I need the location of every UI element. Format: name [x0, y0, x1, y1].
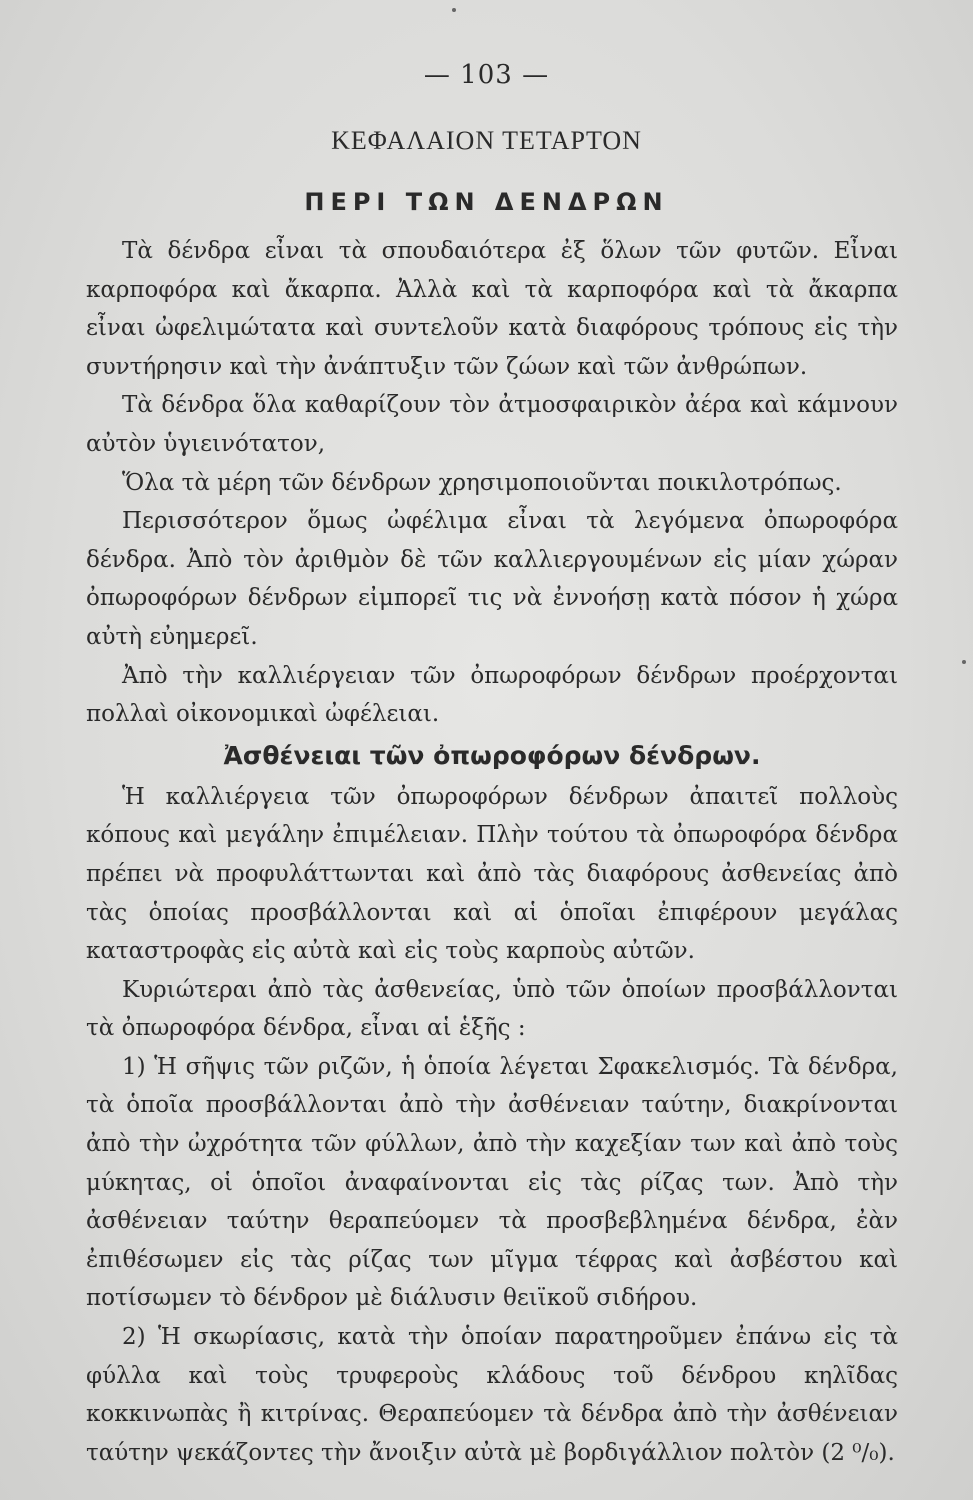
paragraph: Κυριώτεραι ἀπὸ τὰς ἀσθενείας, ὑπὸ τῶν ὁποίων προσβάλλονται τὰ ὀπωροφόρα δένδρα, εἶναι αἱ ἑξῆς :	[86, 976, 898, 1042]
paragraph: Ἀπὸ τὴν καλλιέργειαν τῶν ὀπωροφόρων δένδρων προέρχονται πολλαὶ οἰκονομικαὶ ὠφέλειαι.	[86, 662, 898, 728]
section-title: ΠΕΡΙ ΤΩΝ ΔΕΝΔΡΩΝ	[304, 188, 669, 216]
subsection-heading: Ἀσθένειαι τῶν ὀπωροφόρων δένδρων.	[223, 740, 761, 770]
ink-speck	[452, 8, 456, 12]
paragraph: Τὰ δένδρα ὅλα καθαρίζουν τὸν ἀτμοσφαιρικὸν ἀέρα καὶ κάμνουν αὐτὸν ὑγιεινότατον,	[86, 392, 898, 457]
chapter-title: ΚΕΦΑΛΑΙΟΝ ΤΕΤΑΡΤΟΝ	[331, 126, 642, 155]
paragraph: Ὅλα τὰ μέρη τῶν δένδρων χρησιμοποιοῦνται ποικιλοτρόπως.	[122, 469, 842, 496]
paragraph: Ἡ καλλιέργεια τῶν ὀπωροφόρων δένδρων ἀπαιτεῖ πολλοὺς κόπους καὶ μεγάλην ἐπιμέλειαν. Πλὴν τούτου τὰ ὀπωροφόρα δένδρα πρέπει νὰ προφυλάττωνται καὶ ἀπὸ τὰς διαφόρους ἀσθενείας ἀπὸ τὰς ὁποίας προσβάλλονται καὶ αἱ ὁποῖαι ἐπιφέρουν μεγάλας καταστροφὰς εἰς αὐτὰ καὶ εἰς τοὺς καρποὺς αὐτῶν.	[86, 783, 898, 965]
paragraph: Τὰ δένδρα εἶναι τὰ σπουδαιότερα ἐξ ὅλων τῶν φυτῶν. Εἶναι καρποφόρα καὶ ἄκαρπα. Ἀλλὰ καὶ τὰ καρποφόρα καὶ τὰ ἄκαρπα εἶναι ὠφελιμώτατα καὶ συντελοῦν κατὰ διαφόρους τρόπους εἰς τὴν συντήρησιν καὶ τὴν ἀνάπτυξιν τῶν ζώων καὶ τῶν ἀνθρώπων.	[86, 238, 898, 380]
ink-speck	[962, 660, 966, 664]
page-body	[86, 232, 898, 1472]
page-number: — 103 —	[423, 60, 550, 90]
paragraph: Περισσότερον ὅμως ὠφέλιμα εἶναι τὰ λεγόμενα ὀπωροφόρα δένδρα. Ἀπὸ τὸν ἀριθμὸν δὲ τῶν καλλιεργουμένων εἰς μίαν χώραν ὀπωροφόρων δένδρων εἰμπορεῖ τις νὰ ἐννοήσῃ κατὰ πόσον ἡ χώρα αὐτὴ εὐημερεῖ.	[86, 508, 898, 650]
paragraph: 1) Ἡ σῆψις τῶν ριζῶν, ἡ ὁποία λέγεται Σφακελισμός. Τὰ δένδρα, τὰ ὁποῖα προσβάλλονται ἀπὸ τὴν ἀσθένειαν ταύτην, διακρίνονται ἀπὸ τὴν ὠχρότητα τῶν φύλλων, ἀπὸ τὴν καχεξίαν των καὶ ἀπὸ τοὺς μύκητας, οἱ ὁποῖοι ἀναφαίνονται εἰς τὰς ρίζας των. Ἀπὸ τὴν ἀσθένειαν ταύτην θεραπεύομεν τὰ προσβεβλημένα δένδρα, ἐὰν ἐπιθέσωμεν εἰς τὰς ρίζας των μῖγμα τέφρας καὶ ἀσβέστου καὶ ποτίσωμεν τὸ δένδρον μὲ διάλυσιν θειϊκοῦ σιδήρου.	[86, 1053, 898, 1312]
paragraph: 2) Ἡ σκωρίασις, κατὰ τὴν ὁποίαν παρατηροῦμεν ἐπάνω εἰς τὰ φύλλα καὶ τοὺς τρυφεροὺς κλάδους τοῦ δένδρου κηλῖδας κοκκινωπὰς ἢ κιτρίνας. Θεραπεύομεν τὰ δένδρα ἀπὸ τὴν ἀσθένειαν ταύτην ψεκάζοντες τὴν ἄνοιξιν αὐτὰ μὲ βορδιγάλλιον πολτὸν (2 ⁰/₀).	[86, 1324, 898, 1466]
